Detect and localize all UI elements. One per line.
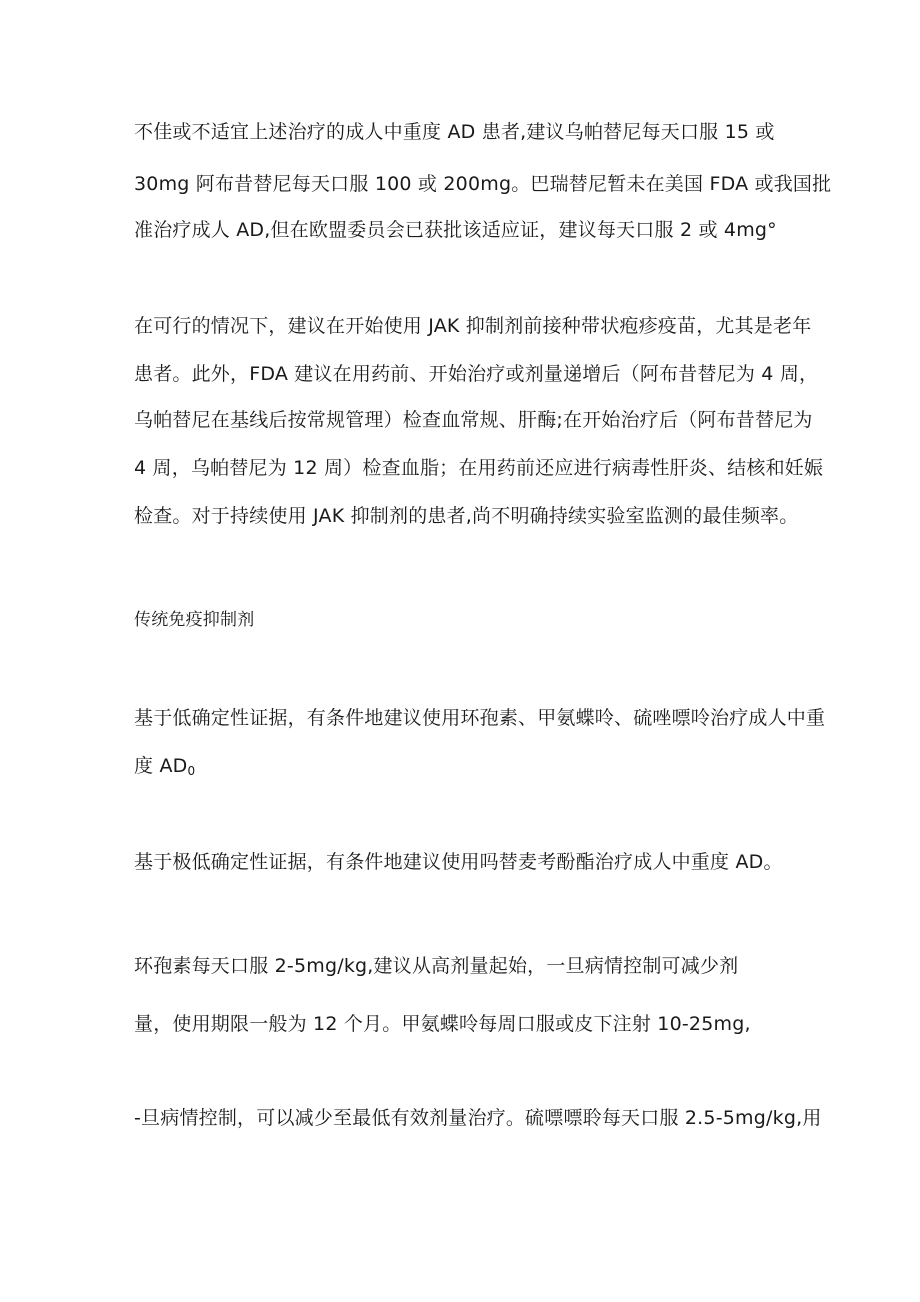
paragraph-2-line-1: 在可行的情况下，建议在开始使用 JAK 抑制剂前接种带状疱疹疫苗，尤其是老年	[134, 315, 812, 337]
paragraph-3-line-2-subscript: 0	[187, 764, 196, 778]
paragraph-3-line-2-text: 度 AD	[134, 755, 188, 777]
paragraph-2-line-3: 乌帕替尼在基线后按常规管理）检查血常规、肝酶;在开始治疗后（阿布昔替尼为	[134, 409, 813, 431]
paragraph-5-line-2: 量，使用期限一般为 12 个月。甲氨蝶呤每周口服或皮下注射 10-25mg,	[134, 1013, 751, 1035]
paragraph-5-line-1: 环孢素每天口服 2-5mg/kg,建议从高剂量起始，一旦病情控制可减少剂	[134, 955, 739, 977]
paragraph-5-line-3: -旦病情控制，可以减少至最低有效剂量治疗。硫嘌嘌聆每天口服 2.5-5mg/kg,用	[134, 1107, 822, 1129]
paragraph-2-line-2: 患者。此外，FDA 建议在用药前、开始治疗或剂量递增后（阿布昔替尼为 4 周，	[134, 363, 819, 385]
paragraph-2-line-5: 检查。对于持续使用 JAK 抑制剂的患者,尚不明确持续实验室监测的最佳频率。	[134, 505, 799, 527]
paragraph-1-line-1: 不佳或不适宜上述治疗的成人中重度 AD 患者,建议乌帕替尼每天口服 15 或	[134, 121, 775, 143]
paragraph-3-line-2	[134, 752, 195, 785]
paragraph-1-line-2: 30mg 阿布昔替尼每天口服 100 或 200mg。巴瑞替尼暂未在美国 FDA 或我国批	[134, 173, 832, 195]
paragraph-3-line-1: 基于低确定性证据，有条件地建议使用环孢素、甲氨蝶呤、硫唑嘌呤治疗成人中重	[134, 707, 826, 729]
paragraph-2-line-4: 4 周，乌帕替尼为 12 周）检查血脂；在用药前还应进行病毒性肝炎、结核和妊娠	[134, 457, 824, 479]
section-heading: 传统免疫抑制剂	[134, 610, 255, 630]
paragraph-1-line-3: 准治疗成人 AD,但在欧盟委员会已获批该适应证，建议每天口服 2 或 4mg°	[134, 219, 777, 241]
paragraph-4-line-1: 基于极低确定性证据，有条件地建议使用吗替麦考酚酯治疗成人中重度 AD。	[134, 851, 783, 873]
